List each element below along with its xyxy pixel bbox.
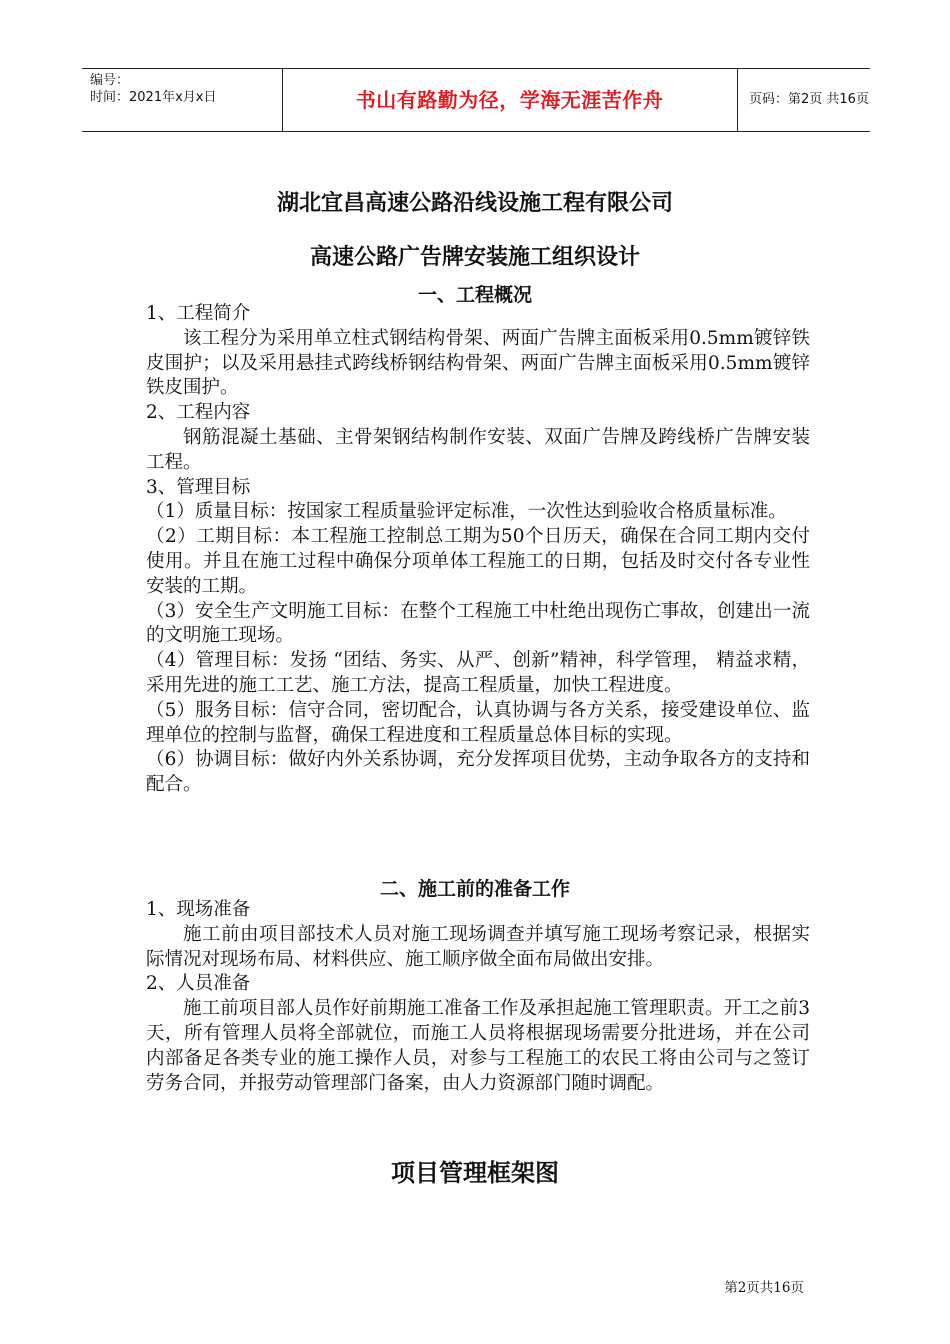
goal-item: （3）安全生产文明施工目标：在整个工程施工中杜绝出现伤亡事故，创建出一流的文明施工现场。 [146, 600, 810, 647]
subsection-title: 2、工程内容 [146, 402, 251, 424]
page-footer: 第2页共16页 [724, 1280, 804, 1296]
header-page-cell [737, 69, 870, 131]
paragraph: 钢筋混凝土基础、主骨架钢结构制作安装、双面广告牌及跨线桥广告牌安装工程。 [146, 426, 810, 473]
document-date: 时间：2021年x月x日 [90, 90, 217, 105]
paragraph: 施工前项目部人员作好前期施工准备工作及承担起施工管理职责。开工之前3天，所有管理人员将全部就位，而施工人员将根据现场需要分批进场，并在公司内部备足各类专业的施工操作人员，对参与工程施工的农民工将由公司与之签订劳务合同，并报劳动管理部门备案，由人力资源部门随时调配。 [146, 998, 810, 1094]
subsection-title: 1、现场准备 [146, 899, 251, 920]
goal-item: （1）质量目标：按国家工程质量验评定标准，一次性达到验收合格质量标准。 [146, 501, 787, 523]
paragraph: 施工前由项目部技术人员对施工现场调查并填写施工现场考察记录，根据实际情况对现场布局、材料供应、施工顺序做全面布局做出安排。 [146, 923, 810, 970]
section-1-body [146, 302, 810, 798]
goal-item: （6）协调目标：做好内外关系协调，充分发挥项目优势，主动争取各方的支持和配合。 [146, 749, 810, 796]
subsection-title: 2、人员准备 [146, 973, 251, 995]
subsection-title: 1、工程简介 [146, 303, 251, 324]
page-header [82, 68, 870, 132]
goal-item: （2）工期目标：本工程施工控制总工期为50个日历天，确保在合同工期内交付使用。并且在施工过程中确保分项单体工程施工的日期，包括及时交付各专业性安装的工期。 [146, 526, 810, 597]
section-2-body [146, 898, 810, 1096]
subsection-title: 3、管理目标 [146, 476, 251, 498]
framework-diagram-heading: 项目管理框架图 [391, 1159, 559, 1187]
document-number: 编号： [90, 73, 130, 88]
goal-item: （5）服务目标：信守合同，密切配合，认真协调与各方关系，接受建设单位、监理单位的控制与监督，确保工程进度和工程质量总体目标的实现。 [146, 699, 810, 746]
header-page-number: 页码：第2页 共16页 [749, 92, 869, 107]
header-motto-cell [282, 69, 738, 131]
header-motto: 书山有路勤为径，学海无涯苦作舟 [355, 88, 664, 112]
document-title: 高速公路广告牌安装施工组织设计 [309, 245, 640, 270]
company-name: 湖北宜昌高速公路沿线设施工程有限公司 [276, 191, 673, 216]
paragraph: 该工程分为采用单立柱式钢结构骨架、两面广告牌主面板采用0.5mm镀锌铁皮围护；以及采用悬挂式跨线桥钢结构骨架、两面广告牌主面板采用0.5mm镀锌铁皮围护。 [146, 327, 810, 399]
header-meta [82, 69, 283, 131]
section-2-heading: 二、施工前的准备工作 [379, 878, 570, 900]
goal-item: （4）管理目标：发扬 “团结、务实、从严、创新”精神，科学管理， 精益求精，采用先进的施工工艺、施工方法，提高工程质量，加快工程进度。 [146, 650, 810, 696]
section-1-heading: 一、工程概况 [417, 284, 532, 306]
